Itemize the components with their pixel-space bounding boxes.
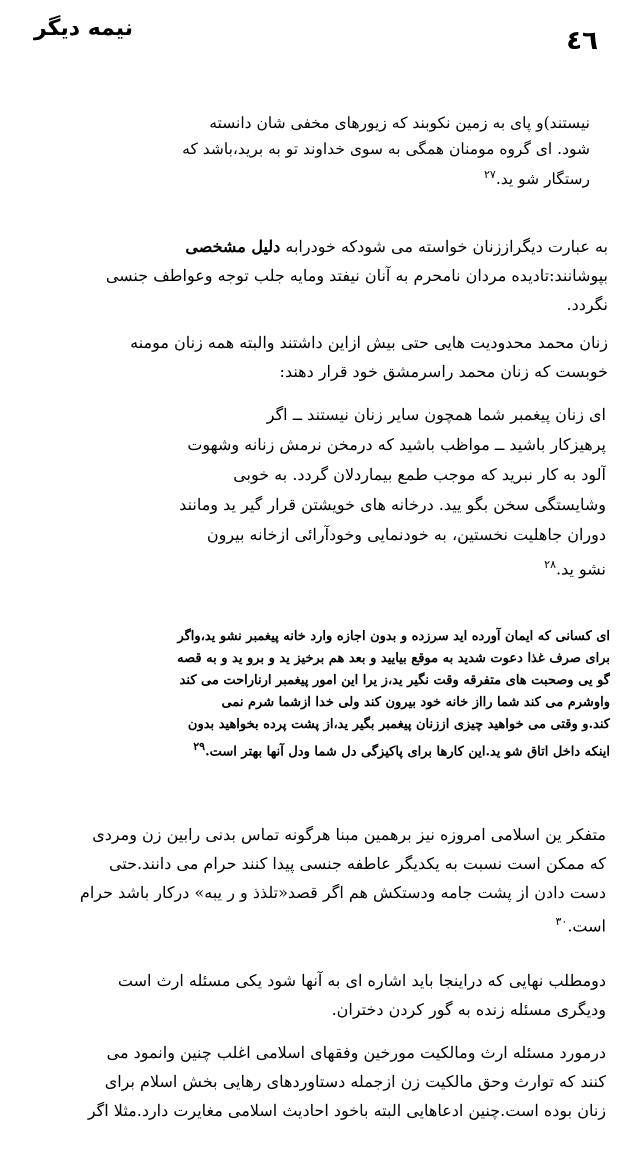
quote-line-content: نشو ید.	[555, 559, 606, 579]
text-line	[36, 162, 590, 192]
text-line-content: است.	[567, 916, 606, 936]
text-line	[40, 907, 606, 940]
text-line: شود. ای گروه مومنان همگی به سوی خداوند تو به برید،باشد که	[182, 140, 590, 158]
paragraph-verse-end	[36, 110, 590, 192]
footnote-marker: ۲۸	[544, 558, 556, 571]
text-line: که ممکن است نسبت به یکدیگر عاطفه جنسی پیدا کنند حرام می دانند.حتی	[108, 854, 606, 873]
text-line: درمورد مسئله ارث ومالکیت مورخین وفقهای اسلامی اغلب چنین وانمود می	[106, 1043, 606, 1062]
bold-phrase: دلیل مشخصی	[185, 237, 281, 256]
running-header-title: نیمه دیگر	[34, 16, 134, 41]
quote-block-1	[80, 400, 606, 584]
text-line: بپوشانند:تادیده مردان نامحرم به آنان نیفتد ومایه جلب توجه وعواطف جنسی	[105, 266, 608, 285]
quote-line: دوران جاهلیت نخستین، به خودنمایی وخودآرائی ازخانه بیرون	[206, 525, 606, 544]
text-line: کنند که توارث وحق مالکیت زن ازجمله دستاوردهای رهایی بخش اسلام برای	[104, 1072, 606, 1091]
text-line: زنان محمد محدودیت هایی حتی بیش ازاین داشتند والبته همه زنان مومنه	[130, 333, 608, 352]
text-line-content: رستگار شو ید.	[495, 170, 590, 189]
footnote-marker: ۲۹	[193, 740, 206, 753]
quote-line-content: اینکه داخل اتاق شو ید.این کارها برای پاکیزگی دل شما ودل آنها بهتر است.	[205, 744, 610, 760]
text-line: نیستند)و پای به زمین نکوبند که زیورهای مخفی شان دانسته	[209, 114, 590, 132]
quote-line: گو یی وصحبت های متفرقه وقت نگیر ید،ز یرا این امور پیغمبر ارناراحت می کند	[179, 673, 610, 688]
quote-line: واوشرم می کند شما رااز خانه خود بیرون کند ولی خدا ازشما شرم نمی	[221, 695, 610, 710]
text-line	[40, 232, 608, 261]
paragraph-two-issues	[40, 966, 606, 1024]
quote-line: پرهیزکار باشید ــ مواظب باشید که درمخن نرمش زنانه وشهوت	[187, 435, 606, 454]
quote-line: آلود به کار نبرید که موجب طمع بیماردلان گردد. به خوبی	[233, 465, 606, 484]
quote-line: کند.و وقتی می خواهید چیزی اززنان پیغمبر بگیر ید،از پشت پرده بخواهید بدون	[187, 717, 610, 732]
text-line: ودیگری مسئله زنده به گور کردن دختران.	[331, 1000, 606, 1019]
quote-line: ای زنان پیغمبر شما همچون سایر زنان نیستند ــ اگر	[266, 405, 606, 424]
quote-line: برای صرف غذا دعوت شدید به موقع بیایید و بعد هم برخیز ید و برو ید و به قصه	[177, 651, 610, 666]
paragraph-modern-thinkers	[40, 820, 606, 940]
paragraph-wives	[40, 328, 608, 386]
text-line: خوبست که زنان محمد راسرمشق خود قرار دهند:	[279, 362, 608, 381]
text-line: دومطلب نهایی که دراینجا باید اشاره ای به آنها شود یکی مسئله ارث است	[117, 971, 606, 990]
quote-line: ای کسانی که ایمان آورده اید سرزده و بدون اجازه وارد خانه پیغمبر نشو ید،واگر	[177, 629, 610, 644]
quote-line	[80, 550, 606, 584]
footnote-marker: ۳۰	[555, 915, 568, 928]
page-number: ٤٦	[566, 26, 598, 56]
text-line: نگردد.	[566, 295, 608, 314]
text-line: متفکر ین اسلامی امروزه نیز برهمین مبنا هرگونه تماس بدنی رابین زن ومردی	[92, 825, 606, 844]
footnote-marker: ۲۷	[484, 168, 496, 181]
paragraph-covering	[40, 232, 608, 319]
quote-line	[62, 736, 610, 763]
text-line-content: به عبارت دیگراززنان خواسته می شودکه خودرابه	[285, 237, 608, 256]
text-line: دست دادن از پشت جامه ودستکش هم اگر قصد«تلذذ و ر یبه» درکار باشد حرام	[79, 883, 606, 902]
text-line: زنان بوده است.چنین ادعاهایی البته باخود احادیث اسلامی مغایرت دارد.مثلا اگر	[87, 1101, 606, 1120]
quote-block-2	[62, 626, 610, 763]
paragraph-inheritance	[40, 1038, 606, 1125]
quote-line: وشایستگی سخن بگو یید. درخانه های خویشتن قرار گیر ید ومانند	[179, 495, 606, 514]
